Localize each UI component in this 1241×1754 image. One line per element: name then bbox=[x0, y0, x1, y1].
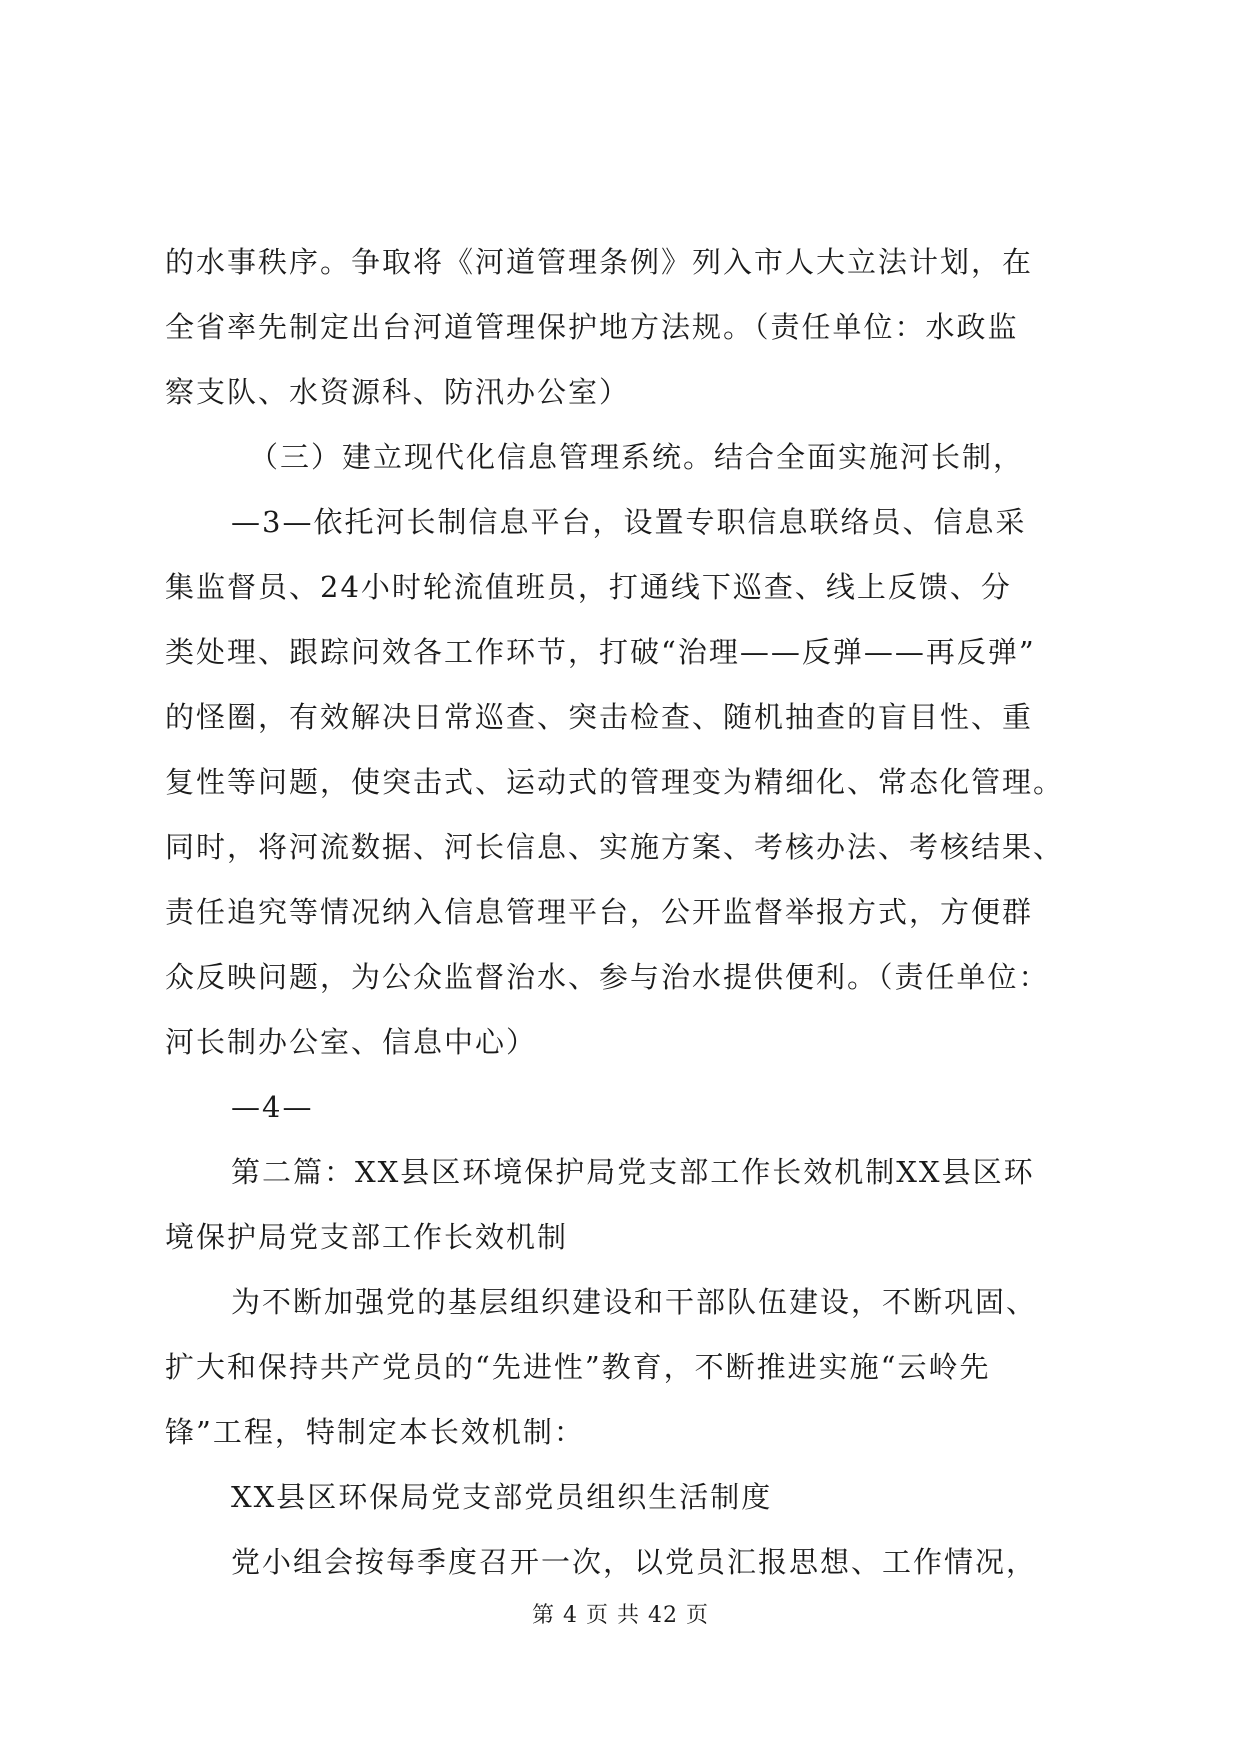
text-line: 同时，将河流数据、河长信息、实施方案、考核办法、考核结果、 bbox=[165, 830, 1065, 864]
text-line: 责任追究等情况纳入信息管理平台，公开监督举报方式，方便群 bbox=[165, 895, 1034, 929]
text-line: 的怪圈，有效解决日常巡查、突击检查、随机抽查的盲目性、重 bbox=[165, 700, 1034, 734]
text-line: 察支队、水资源科、防汛办公室） bbox=[165, 375, 631, 409]
text-line: 集监督员、24小时轮流值班员，打通线下巡查、线上反馈、分 bbox=[165, 570, 1012, 604]
text-line: 的水事秩序。争取将《河道管理条例》列入市人大立法计划，在 bbox=[165, 245, 1034, 279]
text-line: 河长制办公室、信息中心） bbox=[165, 1025, 538, 1059]
page-marker: —4— bbox=[231, 1090, 314, 1124]
document-body bbox=[165, 230, 1085, 1595]
text-line: 全省率先制定出台河道管理保护地方法规。（责任单位：水政监 bbox=[165, 310, 1019, 344]
text-line: 党小组会按每季度召开一次，以党员汇报思想、工作情况， bbox=[231, 1545, 1038, 1579]
text-line: 众反映问题，为公众监督治水、参与治水提供便利。（责任单位： bbox=[165, 960, 1050, 994]
chapter-title: 第二篇：XX县区环境保护局党支部工作长效机制XX县区环 bbox=[231, 1155, 1035, 1189]
text-line: 锋”工程，特制定本长效机制： bbox=[165, 1415, 585, 1449]
text-line: 扩大和保持共产党员的“先进性”教育，不断推进实施“云岭先 bbox=[165, 1350, 991, 1384]
sub-heading: XX县区环保局党支部党员组织生活制度 bbox=[231, 1480, 773, 1514]
chapter-title-continued: 境保护局党支部工作长效机制 bbox=[165, 1220, 569, 1254]
page-number-footer: 第 4 页 共 42 页 bbox=[532, 1603, 709, 1628]
text-line: 复性等问题，使突击式、运动式的管理变为精细化、常态化管理。 bbox=[165, 765, 1065, 799]
text-line: 类处理、跟踪问效各工作环节，打破“治理——反弹——再反弹” bbox=[165, 635, 1036, 669]
text-line: 为不断加强党的基层组织建设和干部队伍建设，不断巩固、 bbox=[231, 1285, 1038, 1319]
text-line: —3—依托河长制信息平台，设置专职信息联络员、信息采 bbox=[231, 505, 1027, 539]
section-heading: （三）建立现代化信息管理系统。结合全面实施河长制， bbox=[249, 440, 1025, 474]
